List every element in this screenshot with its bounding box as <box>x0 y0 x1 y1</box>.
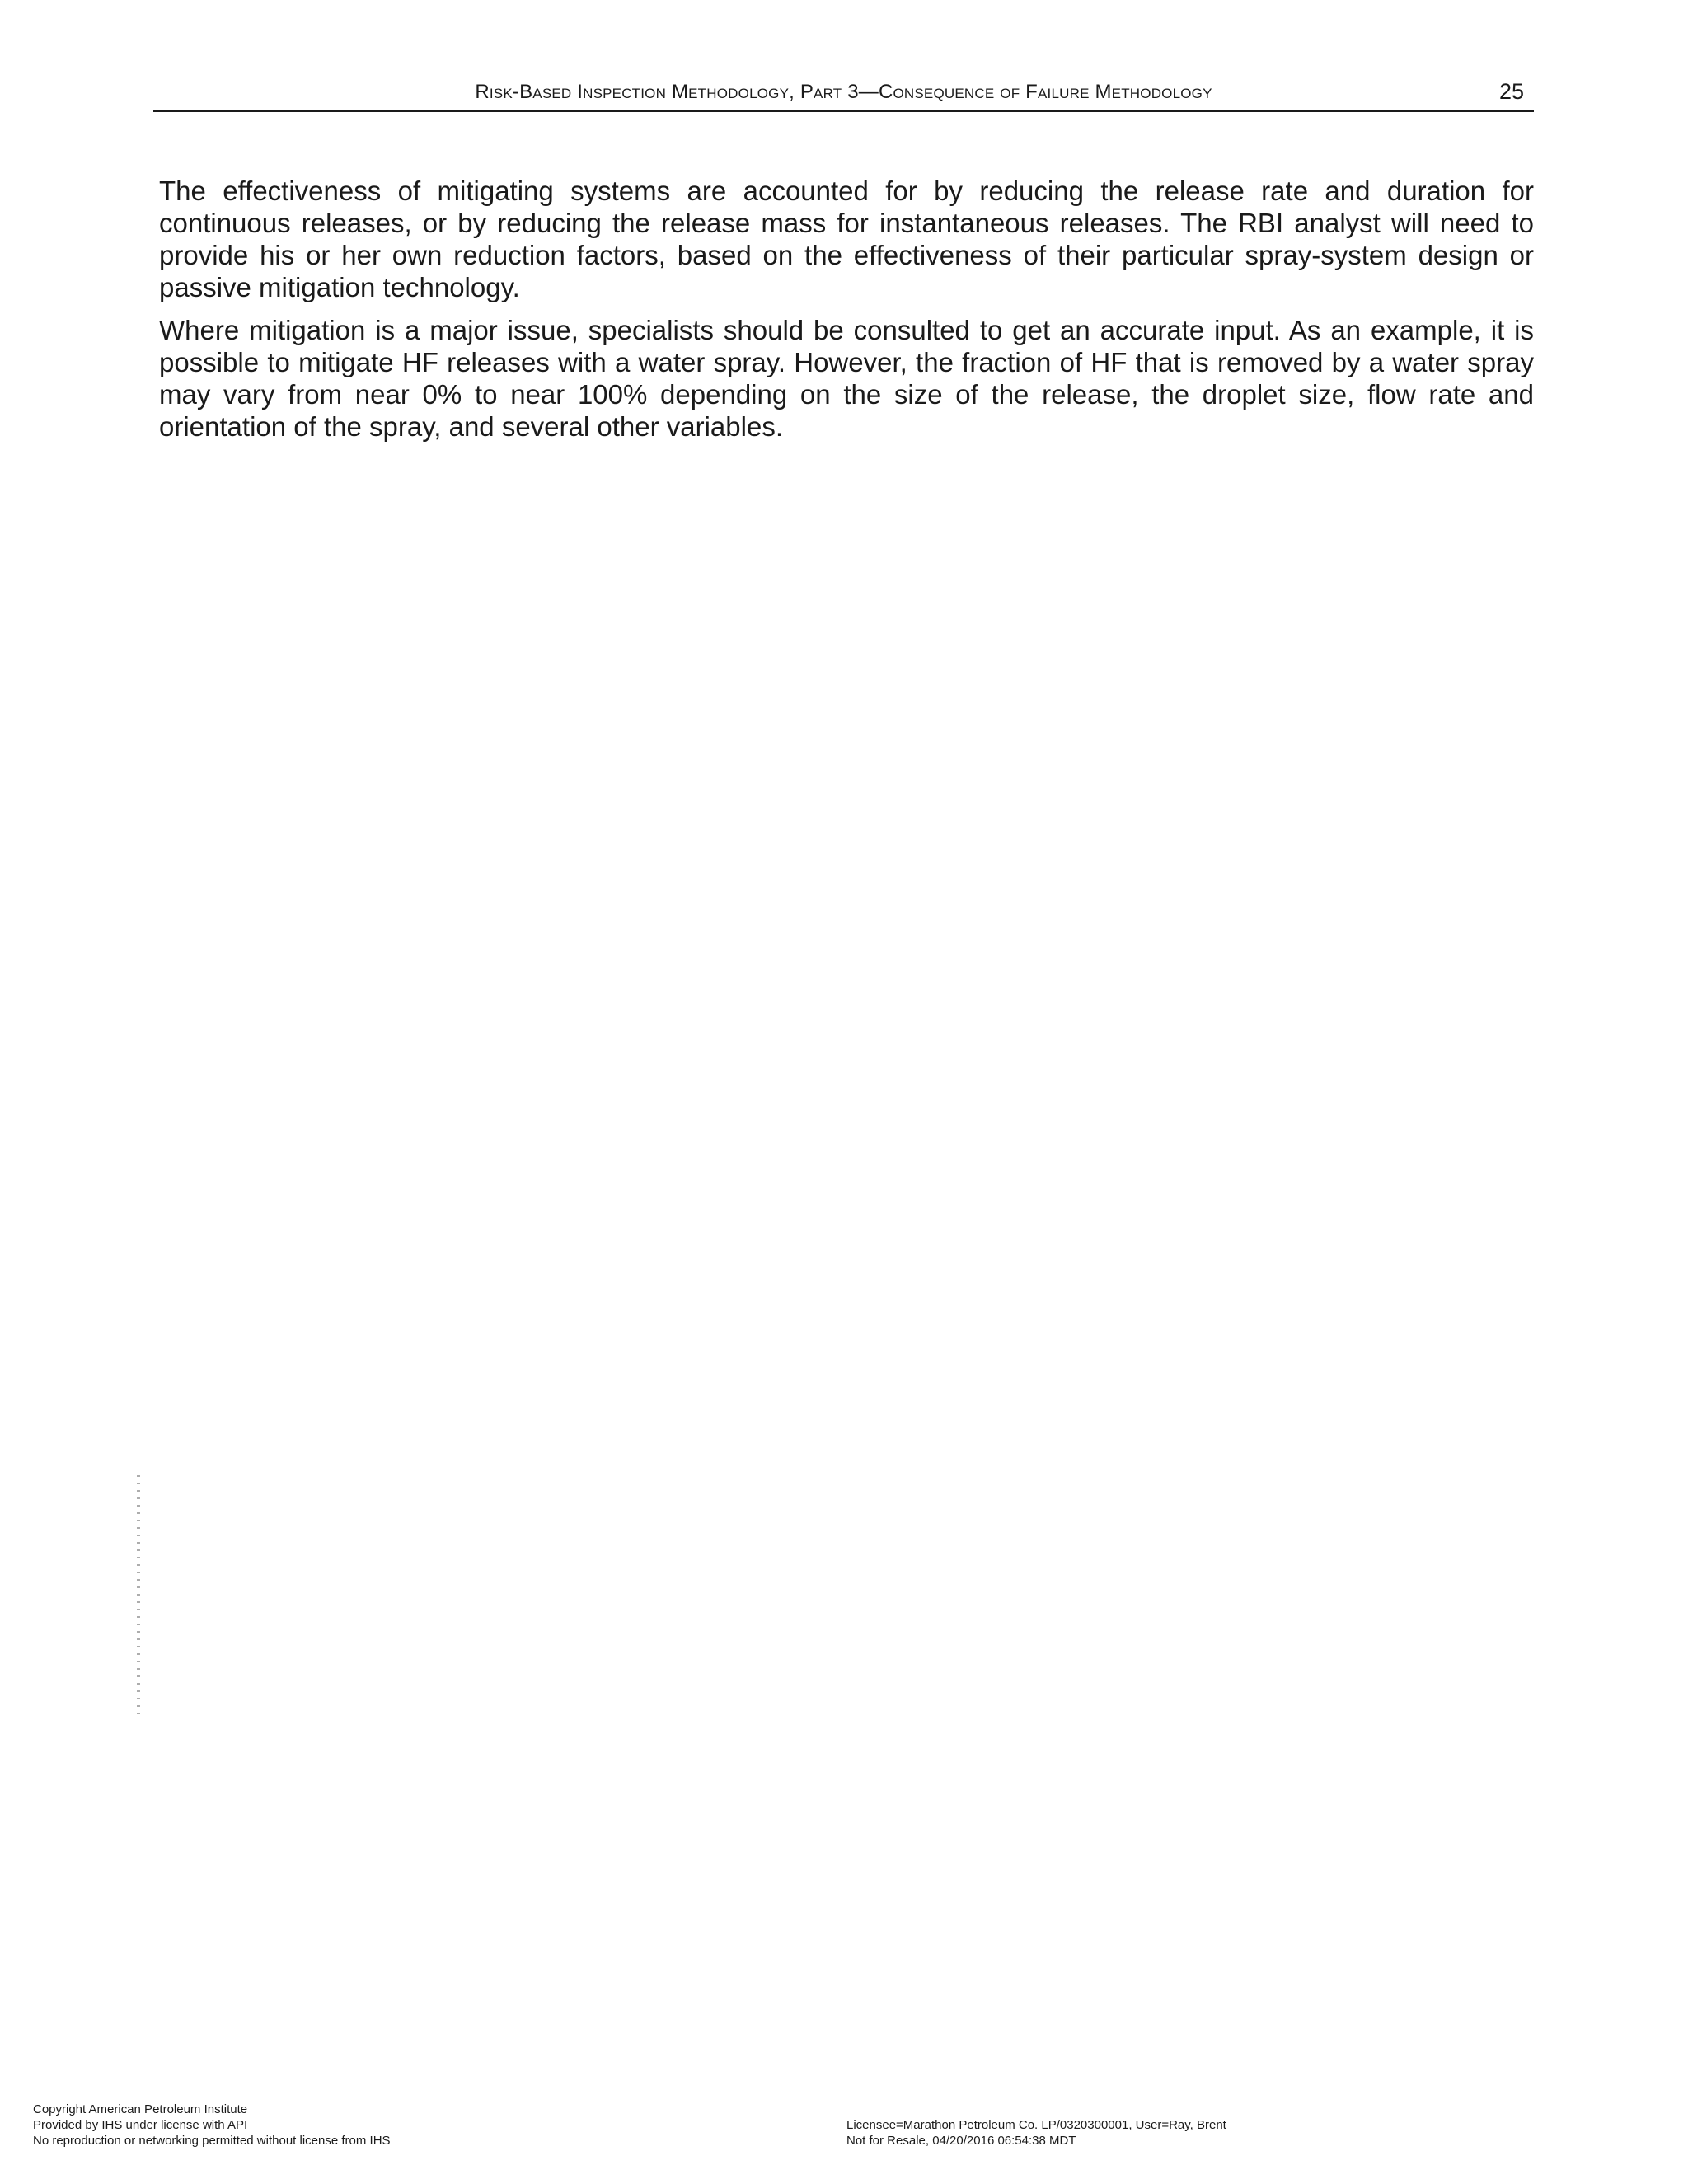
footer-line: Licensee=Marathon Petroleum Co. LP/0320300001, User=Ray, Brent <box>846 2118 1226 2132</box>
footer-line: Copyright American Petroleum Institute <box>33 2102 248 2116</box>
page-number: 25 <box>1498 79 1524 104</box>
page-header <box>153 77 1534 112</box>
paragraph: Where mitigation is a major issue, specialists should be consulted to get an accurate input. As an example, it is possible to mitigate HF releases with a water spray. However, the fraction of HF that is removed by a water spray may vary from near 0% to near 100% depending on the size of the release, the droplet size, flow rate and orientation of the spray, and several other variables. <box>159 315 1534 442</box>
footer-line: No reproduction or networking permitted without license from IHS <box>33 2134 391 2148</box>
footer-line: Provided by IHS under license with API <box>33 2118 248 2132</box>
footer-line: Not for Resale, 04/20/2016 06:54:38 MDT <box>846 2134 1076 2148</box>
paragraph: The effectiveness of mitigating systems are accounted for by reducing the release rate and duration for continuous releases, or by reducing the release mass for instantaneous releases. The RBI analyst will need to provide his or her own reduction factors, based on the effectiveness of their particular spray-system design or passive mitigation technology. <box>159 176 1534 302</box>
running-header-title: Risk-Based Inspection Methodology, Part 3—Consequence of Failure Methodology <box>475 81 1212 103</box>
body-text <box>159 175 1534 453</box>
footer-license <box>846 2117 1226 2149</box>
footer-copyright <box>33 2102 391 2149</box>
margin-marks <box>137 1475 140 1714</box>
